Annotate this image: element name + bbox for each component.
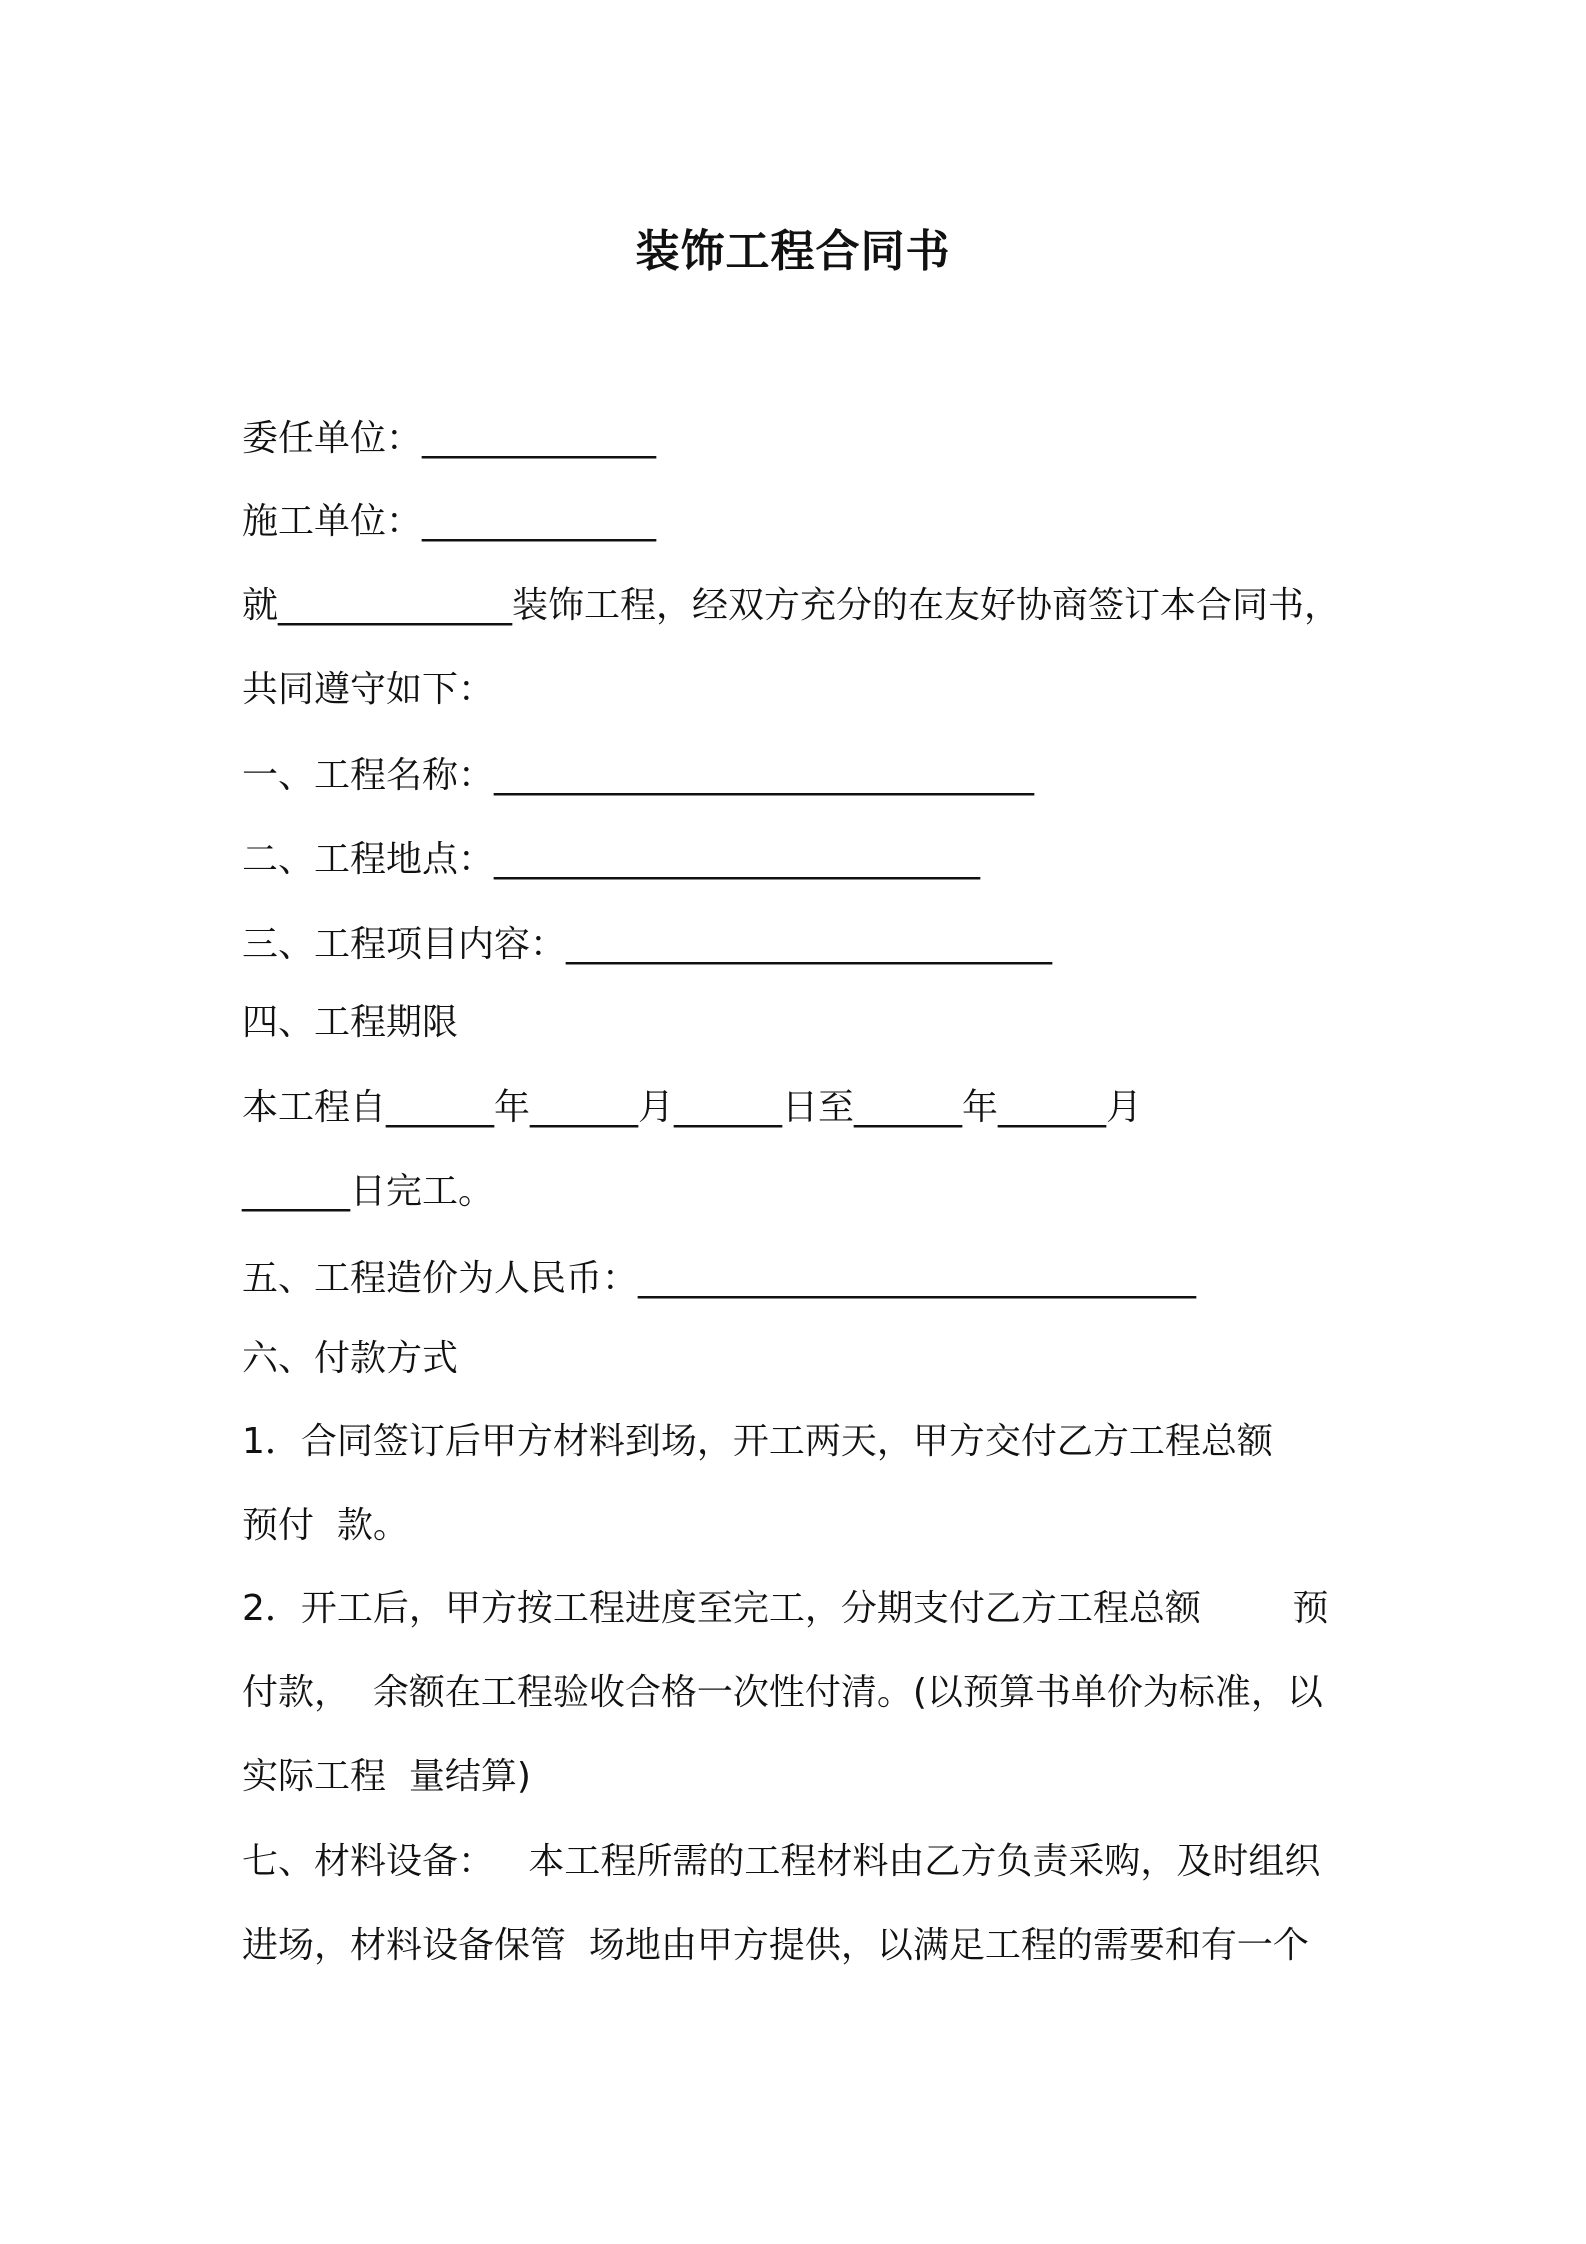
clause-project-cost: 五、工程造价为人民币：_______________________________ [242,1258,1197,1299]
clause-materials-line-2: 进场，材料设备保管 场地由甲方提供，以满足工程的需要和有一个 [242,1925,1309,1966]
intro-line-1: 就_____________装饰工程，经双方充分的在友好协商签订本合同书， [242,585,1341,626]
clause-project-content: 三、工程项目内容：___________________________ [242,924,1053,965]
clause-materials-line-1: 七、材料设备： 本工程所需的工程材料由乙方负责采购，及时组织 [242,1841,1321,1882]
payment-item-2-line-2: 付款， 余额在工程验收合格一次性付清。(以预算书单价为标准，以 [242,1672,1323,1713]
client-line: 委任单位：_____________ [242,418,657,459]
payment-item-1-line-2: 预付 款。 [242,1505,409,1546]
intro-line-2: 共同遵守如下： [242,669,495,710]
document-title: 装饰工程合同书 [635,226,951,277]
contractor-line: 施工单位：_____________ [242,501,657,542]
payment-item-2-line-3: 实际工程 量结算) [242,1756,531,1797]
period-line-1: 本工程自______年______月______日至______年______月 [242,1087,1143,1128]
clause-payment-heading: 六、付款方式 [242,1338,459,1379]
clause-project-period-heading: 四、工程期限 [242,1002,459,1043]
clause-project-name: 一、工程名称：______________________________ [242,755,1035,796]
clause-project-location: 二、工程地点：___________________________ [242,839,981,880]
payment-item-2-line-1: 2．开工后，甲方按工程进度至完工，分期支付乙方工程总额 预 [242,1588,1329,1629]
payment-item-1-line-1: 1．合同签订后甲方材料到场，开工两天，甲方交付乙方工程总额 [242,1421,1273,1462]
period-line-2: ______日完工。 [242,1171,495,1212]
